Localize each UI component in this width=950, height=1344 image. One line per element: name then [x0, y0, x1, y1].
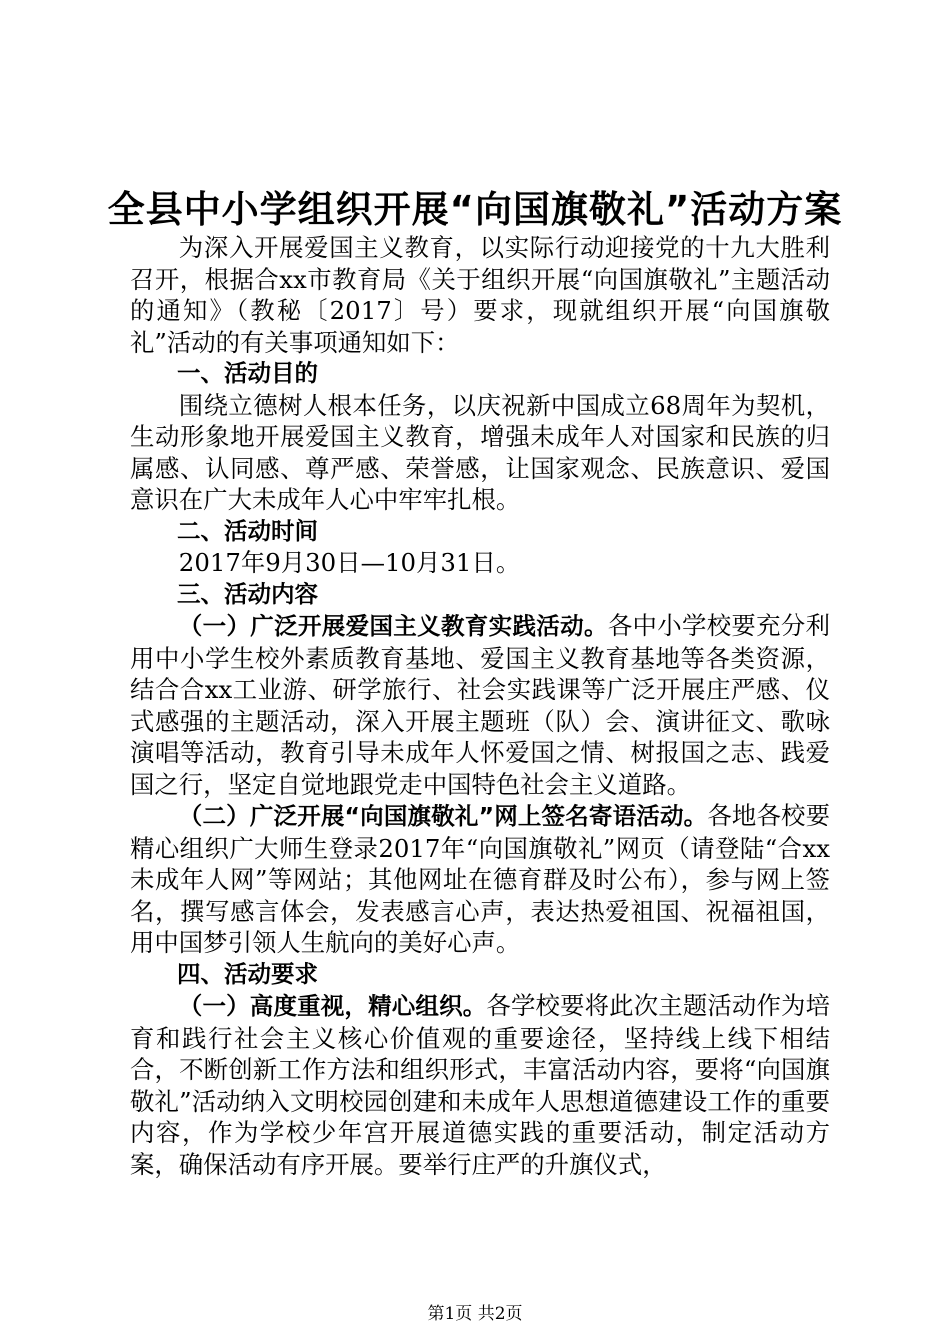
section-heading: 二、活动时间: [177, 516, 318, 545]
paragraph-text: 各学校要将此次主题活动作为培育和践行社会主义核心价值观的重要途径，坚持线上线下相结合，不断创新工作方法和组织形式，丰富活动内容，要将“向国旗敬礼”活动纳入文明校园创建和未成年人思想道德建设工作的重要内容，作为学校少年宫开展道德实践的重要活动，制定活动方案，确保活动有序开展。要举行庄严的升旗仪式，: [130, 991, 830, 1179]
paragraph-lead: （一）高度重视，精心组织。: [178, 992, 487, 1020]
document-title: 全县中小学组织开展“向国旗敬礼”活动方案: [107, 188, 843, 231]
paragraph-text: 各地各校要精心组织广大师生登录2017年“向国旗敬礼”网页（请登陆“合xx未成年人网”等网站；其他网址在德育群及时公布），参与网上签名，撰写感言体会，发表感言心声，表达热爱祖国、祝福祖国，用中国梦引领人生航向的美好心声。: [130, 801, 830, 957]
body-paragraph: [130, 990, 830, 1180]
section-heading: 一、活动目的: [177, 359, 318, 387]
paragraph-lead: （一）广泛开展爱国主义教育实践活动。: [178, 612, 608, 640]
page-footer: 第1页 共2页: [427, 1304, 523, 1324]
body-paragraph: [130, 610, 830, 800]
paragraph-text: 为深入开展爱国主义教育，以实际行动迎接党的十九大胜利召开，根据合xx市教育局《关于组织开展“向国旗敬礼”主题活动的通知》（教秘〔2017〕号）要求，现就组织开展“向国旗敬礼”活动的有关事项通知如下：: [130, 233, 830, 357]
body-paragraph: [130, 232, 830, 358]
section-heading: 三、活动内容: [177, 579, 318, 608]
section-heading: 四、活动要求: [177, 959, 318, 988]
body-paragraph: [130, 547, 830, 579]
paragraph-text: 围绕立德树人根本任务，以庆祝新中国成立68周年为契机，生动形象地开展爱国主义教育，增强未成年人对国家和民族的归属感、认同感、尊严感、荣誉感，让国家观念、民族意识、爱国意识在广大未成年人心中牢牢扎根。: [130, 390, 830, 514]
document-body: [130, 232, 830, 1180]
body-paragraph: [130, 390, 830, 516]
paragraph-text: 各中小学校要充分利用中小学生校外素质教育基地、爱国主义教育基地等各类资源，结合合xx工业游、研学旅行、社会实践课等广泛开展庄严感、仪式感强的主题活动，深入开展主题班（队）会、演讲征文、歌咏演唱等活动，教育引导未成年人怀爱国之情、树报国之志、践爱国之行，坚定自觉地跟党走中国特色社会主义道路。: [130, 611, 830, 799]
paragraph-lead: （二）广泛开展“向国旗敬礼”网上签名寄语活动。: [178, 802, 708, 830]
paragraph-text: 2017年9月30日—10月31日。: [178, 548, 521, 577]
body-paragraph: [130, 800, 830, 959]
